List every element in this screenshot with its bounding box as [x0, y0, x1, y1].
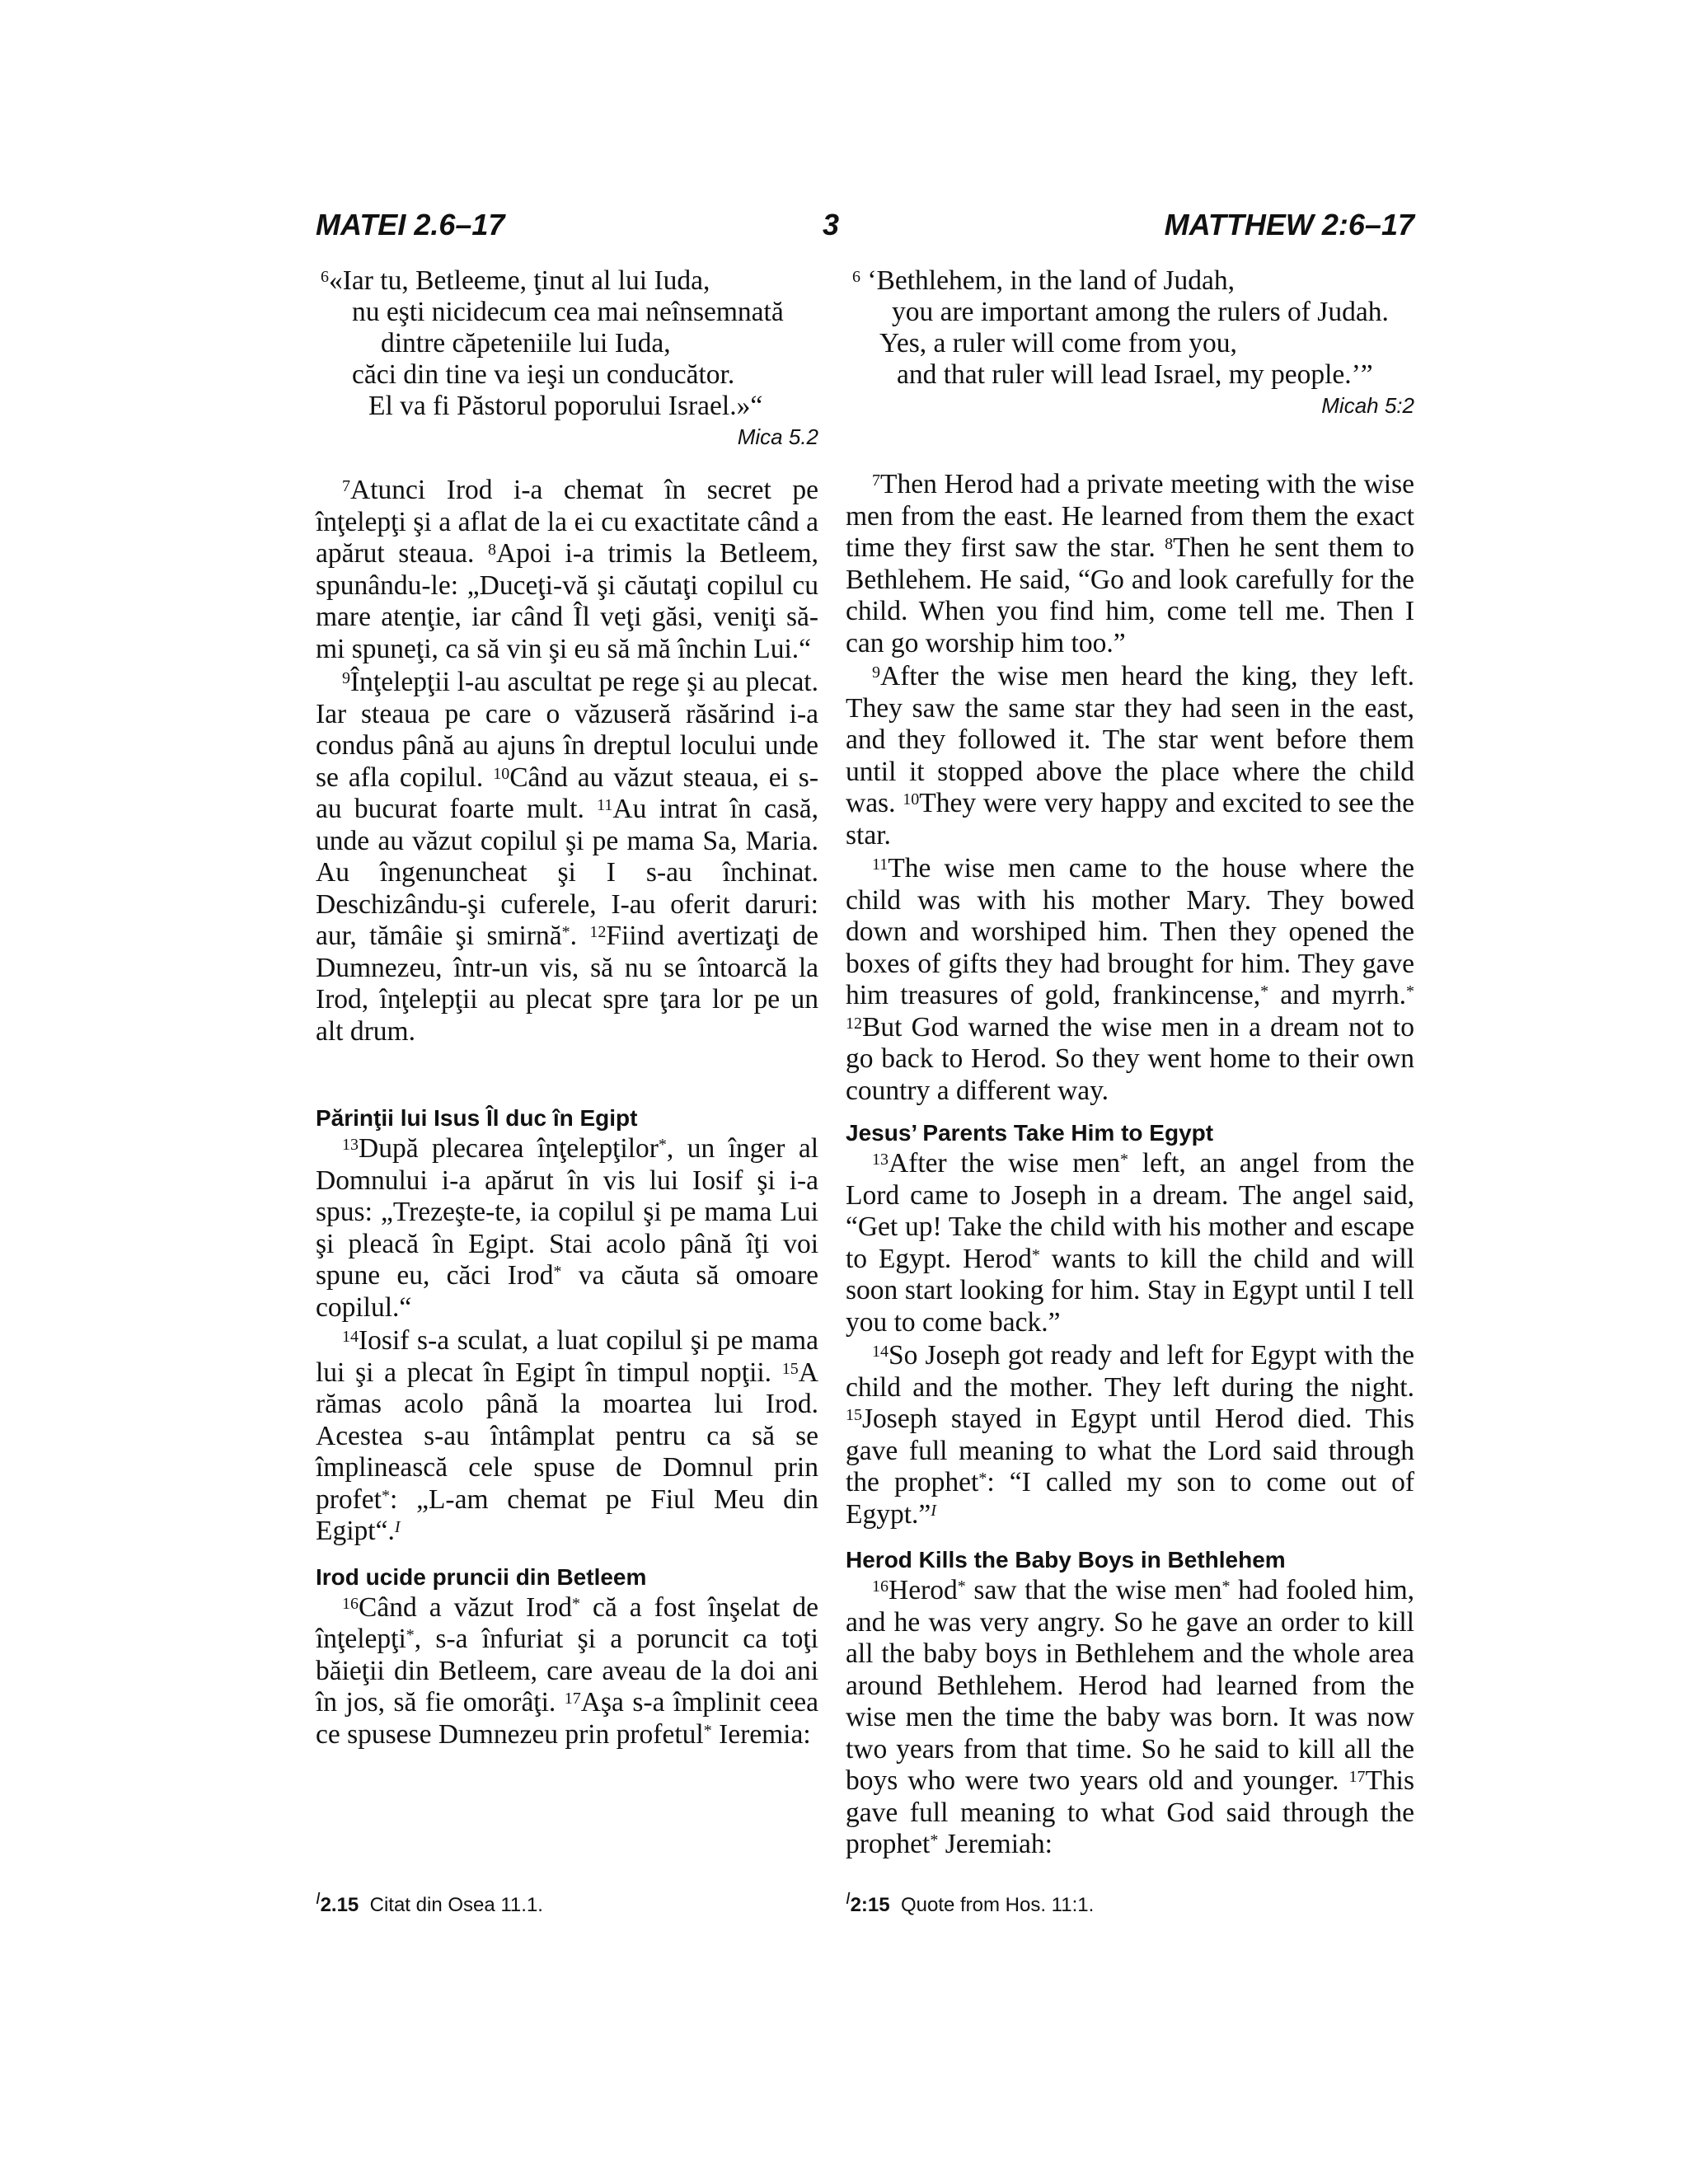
- poem-line: El va fi Păstorul poporului Israel.»“: [368, 391, 763, 421]
- paragraph: $^{13}$After the wise men* left, an angel from the Lord came to Joseph in a dream. The angel said, “Get up! Take the child with his mother and escape to Egypt. Herod* wants to kill the child and will soon start looking for him. Stay in Egypt until I tell you to come back.”: [846, 1148, 1415, 1338]
- paragraph: $^{14}$So Joseph got ready and left for Egypt with the child and the mother. They left during the night. $^{15}$Joseph stayed in Egypt until Herod died. This gave full meaning to what the Lord said through the prophet*: “I called my son to come out of Egypt.”$^I$: [846, 1340, 1414, 1530]
- paragraph: $^{16}$Când a văzut Irod* că a fost înşelat de înţelepţi*, s-a înfuriat şi a poruncit ca toţi băieţii din Betleem, care aveau de la doi ani în jos, să fie omorâţi. $^{17}$Aşa s-a împlinit ceea ce spusese Dumnezeu prin profetul* Ieremia:: [316, 1591, 818, 1750]
- paragraph: $^9$Înţelepţii l-au ascultat pe rege şi au plecat. Iar steaua pe care o văzuseră răsărind i-a condus până au ajuns în dreptul locului unde se afla copilul. $^{10}$Când au văzut steaua, ei s-au bucurat foarte mult. $^{11}$Au intrat în casă, unde au văzut copilul şi pe mama Sa, Maria. Au îngenuncheat şi I s-au închinat. Deschizându-şi cuferele, I-au oferit daruri: aur, tămâie şi smirnă*. $^{12}$Fiind avertizaţi de Dumnezeu, într-un vis, să nu se întoarcă la Irod, înţelepţii au plecat spre ţara lor pe un alt drum.: [316, 667, 818, 1047]
- english-column: [846, 265, 1414, 420]
- paragraph: $^9$After the wise men heard the king, they left. They saw the same star they had seen in the east, and they followed it. The star went before them until it stopped above the place where the child was. $^{10}$They were very happy and excited to see the star.: [846, 661, 1414, 851]
- section-heading: Jesus’ Parents Take Him to Egypt: [846, 1120, 1214, 1146]
- en-poem: [846, 265, 1414, 391]
- paragraph: $^{16}$Herod* saw that the wise men* had fooled him, and he was very angry. So he gave an order to kill all the baby boys in Bethlehem and the whole area around Bethlehem. Herod had learned from the wise men the time the baby was born. It was now two years from that time. So he said to kill all the boys who were two years old and younger. $^{17}$This gave full meaning to what God said through the prophet* Jeremiah:: [846, 1575, 1414, 1859]
- footnote-marker[interactable]: I: [394, 1518, 401, 1536]
- footnote-marker[interactable]: I: [931, 1501, 936, 1520]
- poem-line: Yes, a ruler will come from you,: [879, 328, 1237, 359]
- ro-poem: [316, 265, 818, 422]
- section-heading: Herod Kills the Baby Boys in Bethlehem: [846, 1547, 1286, 1572]
- poem-line: nu eşti nicidecum cea mai neînsemnată: [352, 297, 784, 327]
- romanian-column: [316, 265, 818, 1750]
- poem-line: $^6$ ‘Bethlehem, in the land of Judah,: [852, 265, 1236, 296]
- poem-line: căci din tine va ieşi un conducător.: [352, 359, 735, 390]
- poem-line: $^6$«Iar tu, Betleeme, ţinut al lui Iuda,: [321, 265, 710, 296]
- poem-line: you are important among the rulers of Judah.: [892, 297, 1389, 327]
- section-heading: Părinţii lui Isus Îl duc în Egipt: [316, 1105, 638, 1131]
- header-book-ro: MATEI 2.6–17: [316, 208, 505, 241]
- paragraph: $^{14}$Iosif s-a sculat, a luat copilul şi pe mama lui şi a plecat în Egipt în timpul nopţii. $^{15}$A rămas acolo până la moartea lui Irod. Acestea s-au întâmplat pentru ca să se împlinească cele spuse de Domnul prin profet*: „L-am chemat pe Fiul Meu din Egipt“.$^I$: [316, 1325, 818, 1546]
- footnote-ro: $^I$2.15 Citat din Osea 11.1.: [316, 1890, 543, 1916]
- paragraph: $^{13}$După plecarea înţelepţilor*, un înger al Domnului i-a apărut în vis lui Iosif şi i-a spus: „Trezeşte-te, ia copilul şi pe mama Lui şi pleacă în Egipt. Stai acolo până îţi voi spune eu, căci Irod* va căuta să omoare copilul.“: [316, 1133, 819, 1323]
- paragraph: $^7$Then Herod had a private meeting with the wise men from the east. He learned from them the exact time they first saw the star. $^8$Then he sent them to Bethlehem. He said, “Go and look carefully for the child. When you find him, come tell me. Then I can go worship him too.”: [846, 469, 1414, 658]
- verse-number: 6: [852, 268, 860, 286]
- verse-number: 6: [321, 268, 329, 286]
- section-heading: Irod ucide pruncii din Betleem: [316, 1563, 647, 1590]
- paragraph: $^7$Atunci Irod i-a chemat în secret pe înţelepţi şi a aflat de la ei cu exactitate când a apărut steaua. $^8$Apoi i-a trimis la Betleem, spunându-le: „Duceţi-vă şi căutaţi copilul cu mare atenţie, iar când Îl veţi găsi, veniţi să-mi spuneţi, ca să vin şi eu să mă închin Lui.“: [316, 475, 819, 664]
- poem-line: and that ruler will lead Israel, my people.’”: [897, 359, 1373, 390]
- english-body: [846, 469, 1414, 1861]
- footnote-en: $^I$2:15 Quote from Hos. 11:1.: [846, 1890, 1095, 1916]
- page-number: 3: [823, 208, 840, 241]
- poem-line: dintre căpeteniile lui Iuda,: [381, 328, 671, 359]
- header-book-en: MATTHEW 2:6–17: [1164, 208, 1414, 241]
- scripture-reference: Micah 5:2: [1321, 393, 1414, 418]
- paragraph: $^{11}$The wise men came to the house where the child was with his mother Mary. They bowed down and worshiped him. Then they opened the boxes of gifts they had brought for him. They gave him treasures of gold, frankincense,* and myrrh.* $^{12}$But God warned the wise men in a dream not to go back to Herod. So they went home to their own country a different way.: [846, 853, 1414, 1106]
- scripture-reference: Mica 5.2: [737, 424, 818, 449]
